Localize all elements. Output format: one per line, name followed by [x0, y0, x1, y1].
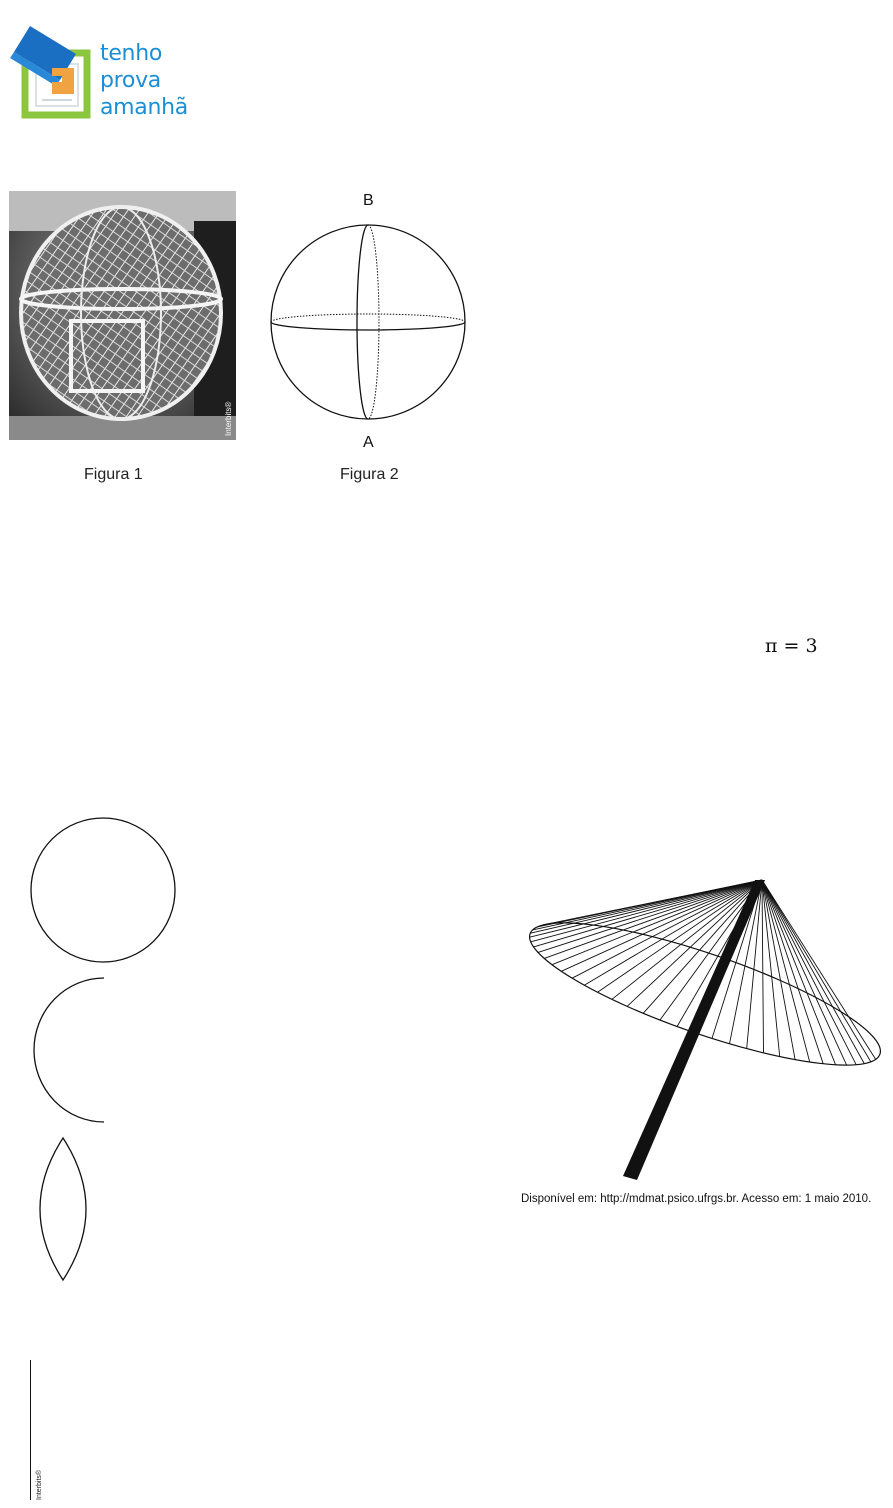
- lens-shape: [40, 1138, 86, 1280]
- umbrella-rib: [762, 880, 847, 1065]
- photo-credit: Interbits®: [224, 401, 233, 436]
- logo-wordmark: [100, 40, 188, 121]
- umbrella-ribs: [530, 880, 876, 1065]
- umbrella-rib: [762, 880, 856, 1065]
- full-circle-shape: [31, 818, 175, 962]
- umbrella-handle: [623, 880, 765, 1180]
- umbrella-rib: [534, 880, 763, 947]
- figure-2-sphere: [260, 205, 480, 450]
- umbrella-rib: [530, 880, 762, 937]
- umbrella-rib: [762, 880, 876, 1059]
- figure-1-caption: Figura 1: [84, 466, 143, 483]
- umbrella-rib: [762, 880, 764, 1053]
- figure-1-photo: [9, 191, 236, 440]
- logo-line-2: prova: [100, 68, 161, 93]
- umbrella-rib: [762, 880, 810, 1062]
- umbrella-rib: [762, 880, 836, 1065]
- umbrella-illustration: [525, 872, 893, 1192]
- pi-value: π = 3: [765, 635, 818, 657]
- half-moon-shape: [34, 978, 104, 1122]
- divider-line: [30, 1360, 31, 1500]
- umbrella-source: Disponível em: http://mdmat.psico.ufrgs.br. Acesso em: 1 maio 2010.: [521, 1193, 872, 1205]
- logo-icon: [0, 18, 100, 123]
- umbrella-rib: [643, 880, 762, 1013]
- logo-line-3: amanhã: [100, 95, 188, 120]
- equator-back: [271, 314, 465, 322]
- sphere-outline: [271, 225, 465, 419]
- meridian-front: [357, 225, 368, 419]
- logo-line-1: tenho: [100, 41, 163, 66]
- globe-cage-image: [9, 191, 236, 440]
- equator-front: [271, 322, 465, 330]
- figure-2-caption: Figura 2: [340, 466, 399, 483]
- bottom-credit: Interbits®: [36, 1469, 43, 1500]
- point-a-label: A: [363, 434, 374, 451]
- meridian-back: [368, 225, 379, 419]
- shape-sequence: [25, 812, 185, 1292]
- point-b-label: B: [363, 192, 374, 209]
- logo: [0, 18, 200, 128]
